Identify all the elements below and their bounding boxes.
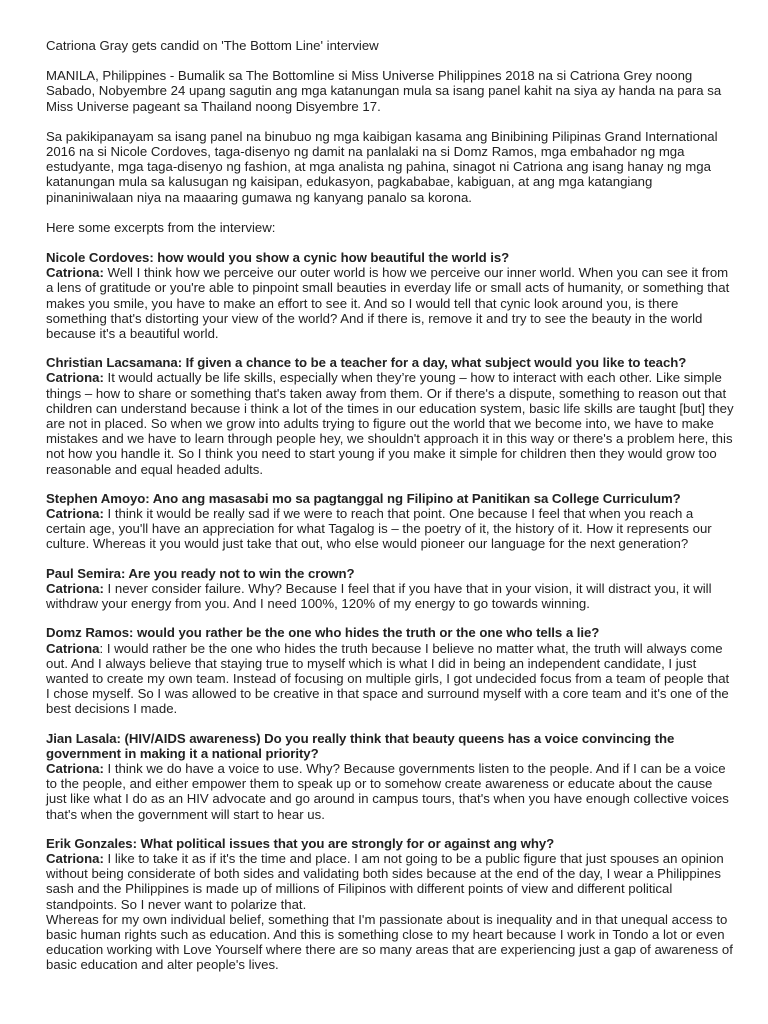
qa-block-5 — [46, 625, 736, 716]
question-3: Stephen Amoyo: Ano ang masasabi mo sa pagtanggal ng Filipino at Panitikan sa College Curriculum? — [46, 490, 681, 506]
answer-4 — [46, 581, 736, 611]
qa-block-6 — [46, 731, 736, 822]
answer-text: I like to take it as if it's the time and place. I am not going to be a public figure that just spouses an opinion without being considerate of both sides and validating both sides because at the end of the day, I wear a Philippines sash and the Philippines is made up of millions of Filipinos with different points of view and different political standpoints. So I never want to polarize that. — [46, 850, 724, 912]
qa-block-4 — [46, 566, 736, 612]
question-2: Christian Lacsamana: If given a chance to be a teacher for a day, what subject would you like to teach? — [46, 355, 687, 371]
intro-paragraph-3: Here some excerpts from the interview: — [46, 219, 276, 235]
answer-text: I think we do have a voice to use. Why? Because governments listen to the people. And if I can be a voice to the people, and either empower them to speak up or to somehow create awareness or educate about the cause just like what I do as an HIV advocate and go around in campus tours, that's when you have enough collective voices that's when the government will start to hear us. — [46, 760, 729, 822]
answer-5 — [46, 641, 736, 717]
question-1: Nicole Cordoves: how would you show a cynic how beautiful the world is? — [46, 250, 510, 266]
article-title: Catriona Gray gets candid on 'The Bottom Line' interview — [46, 38, 379, 53]
answer-text: Well I think how we perceive our outer world is how we perceive our inner world. When you can see it from a lens of gratitude or you're able to pinpoint small beauties in everday life or small acts of humanity, or something that makes you smile, you have to make an effort to see it. And so I would tell that cynic look around you, is there something that's distorting your view of the world? And if there is, remove it and try to see the beauty in the world because it's a beautiful world. — [46, 265, 730, 342]
question-4: Paul Semira: Are you ready not to win the crown? — [46, 565, 355, 581]
qa-block-7 — [46, 836, 736, 973]
answer-text: : I would rather be the one who hides the truth because I believe no matter what, the truth will always come out. And I always believe that staying true to myself which is what I did in being an independent candidate, I just wanted to create my own team. Instead of focusing on multiple girls, I got undecided focus from a team of people that I chose myself. So I was allowed to be creative in that space and surround myself with a core team and it's one of the best decisions I made. — [46, 640, 730, 717]
speaker-label: Catriona: — [46, 850, 104, 866]
speaker-label: Catriona: — [46, 506, 104, 522]
answer-1 — [46, 265, 736, 341]
answer-text: I never consider failure. Why? Because I feel that if you have that in your vision, it will distract you, it will withdraw your energy from you. And I need 100%, 120% of my energy to go towards winning. — [46, 580, 712, 612]
qa-block-1 — [46, 250, 736, 341]
answer-text: It would actually be life skills, especially when they’re young – how to interact with each other. Like simple things – how to share or something that's taken away from them. Or if there's a dispute, something to reason out that children can understand because i think a lot of the times in our education system, basic life skills are taught [but] they are not in placed. So when we grow into adults trying to figure out the world that we become into, we have to make mistakes and we have to learn through people hey, we shouldn't approach it in this way or there's a problem here, this not how you handle it. So I think you need to start young if you make it simple for children then they would grow too reasonable and equal headed adults. — [46, 370, 734, 477]
document-page — [46, 38, 736, 973]
answer-6 — [46, 761, 736, 822]
speaker-label: Catriona — [46, 640, 100, 656]
answer-text: I think it would be really sad if we were to reach that point. One because I feel that when you reach a certain age, you'll have an appreciation for what Tagalog is – the poetry of it, the history of it. How it represents our culture. Whereas it you would just take that out, who else would pioneer our language for the next generation? — [46, 506, 712, 552]
question-6: Jian Lasala: (HIV/AIDS awareness) Do you really think that beauty queens has a voice convincing the government in making it a national priority? — [46, 730, 675, 761]
answer-7-continuation: Whereas for my own individual belief, something that I'm passionate about is inequality and in that unequal access to basic human rights such as education. And this is something close to my heart because I work in Tondo a lot or even education working with Love Yourself where there are so many areas that are experiencing just a gap of awareness of basic education and alter people's lives. — [46, 911, 733, 973]
speaker-label: Catriona: — [46, 760, 104, 776]
intro-paragraph-2: Sa pakikipanayam sa isang panel na binubuo ng mga kaibigan kasama ang Binibining Pilipinas Grand International 2016 na si Nicole Cordoves, taga-disenyo ng damit na panlalaki na si Domz Ramos, mga embahador ng mga estudyante, mga taga-disenyo ng fashion, at mga analista ng pahina, sinagot ni Catriona ang isang hanay ng mga katanungan mula sa kalusugan ng kaisipan, edukasyon, pagkababae, kabiguan, at ang mga katangiang pinaniniwalaan niya na maaaring gumawa ng kanyang panalo sa korona. — [46, 128, 718, 205]
speaker-label: Catriona: — [46, 580, 104, 596]
speaker-label: Catriona: — [46, 370, 104, 386]
answer-3 — [46, 506, 736, 552]
answer-7 — [46, 851, 736, 912]
qa-block-3 — [46, 491, 736, 552]
qa-block-2 — [46, 355, 736, 477]
answer-2 — [46, 370, 736, 476]
question-5: Domz Ramos: would you rather be the one who hides the truth or the one who tells a lie? — [46, 625, 600, 641]
intro-paragraph-1: MANILA, Philippines - Bumalik sa The Bottomline si Miss Universe Philippines 2018 na si Catriona Grey noong Sabado, Nobyembre 24 upang sagutin ang mga katanungan mula sa isang panel kahit na siya ay handa na para sa Miss Universe pageant sa Thailand noong Disyembre 17. — [46, 68, 722, 114]
question-7: Erik Gonzales: What political issues that you are strongly for or against ang why? — [46, 835, 555, 851]
speaker-label: Catriona: — [46, 265, 104, 281]
